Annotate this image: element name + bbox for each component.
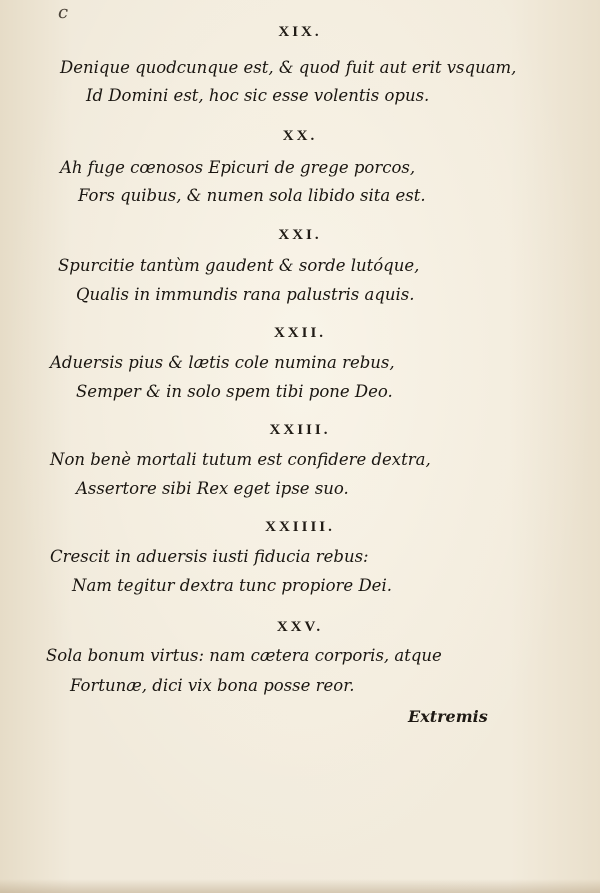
epigram-numeral: XXV.	[276, 619, 324, 635]
page-edge	[0, 879, 600, 893]
verse-line: Crescit in aduersis iusti fiducia rebus:	[50, 547, 369, 566]
verse-line: Sola bonum virtus: nam cætera corporis, atque	[46, 646, 442, 665]
verse-line: Denique quodcunque est, & quod fuit aut erit vsquam,	[60, 58, 517, 77]
verse-line: Semper & in solo spem tibi pone Deo.	[76, 382, 393, 401]
epigram-numeral: XXIIII.	[265, 519, 335, 535]
epigram-numeral: XIX.	[278, 24, 322, 40]
verse-line: Fortunæ, dici vix bona posse reor.	[70, 676, 355, 695]
verse-line: Aduersis pius & lætis cole numina rebus,	[50, 353, 395, 372]
epigram-numeral: XXI.	[278, 227, 322, 243]
catchword: Extremis	[408, 707, 488, 726]
verse-line: Qualis in immundis rana palustris aquis.	[76, 285, 415, 304]
verse-line: Spurcitie tantùm gaudent & sorde lutóque,	[58, 256, 420, 275]
verse-line: Id Domini est, hoc sic esse volentis opus.	[86, 86, 430, 105]
epigram-numeral: XXIII.	[269, 422, 331, 438]
verse-line: Ah fuge cœnosos Epicuri de grege porcos,	[60, 158, 416, 177]
corner-mark: c	[58, 2, 69, 23]
epigram-numeral: XXII.	[273, 325, 327, 341]
verse-line: Fors quibus, & numen sola libido sita est.	[78, 186, 426, 205]
verse-line: Assertore sibi Rex eget ipse suo.	[76, 479, 349, 498]
epigram-numeral: XX.	[282, 128, 318, 144]
verse-line: Nam tegitur dextra tunc propiore Dei.	[72, 576, 392, 595]
verse-line: Non benè mortali tutum est confidere dextra,	[50, 450, 431, 469]
